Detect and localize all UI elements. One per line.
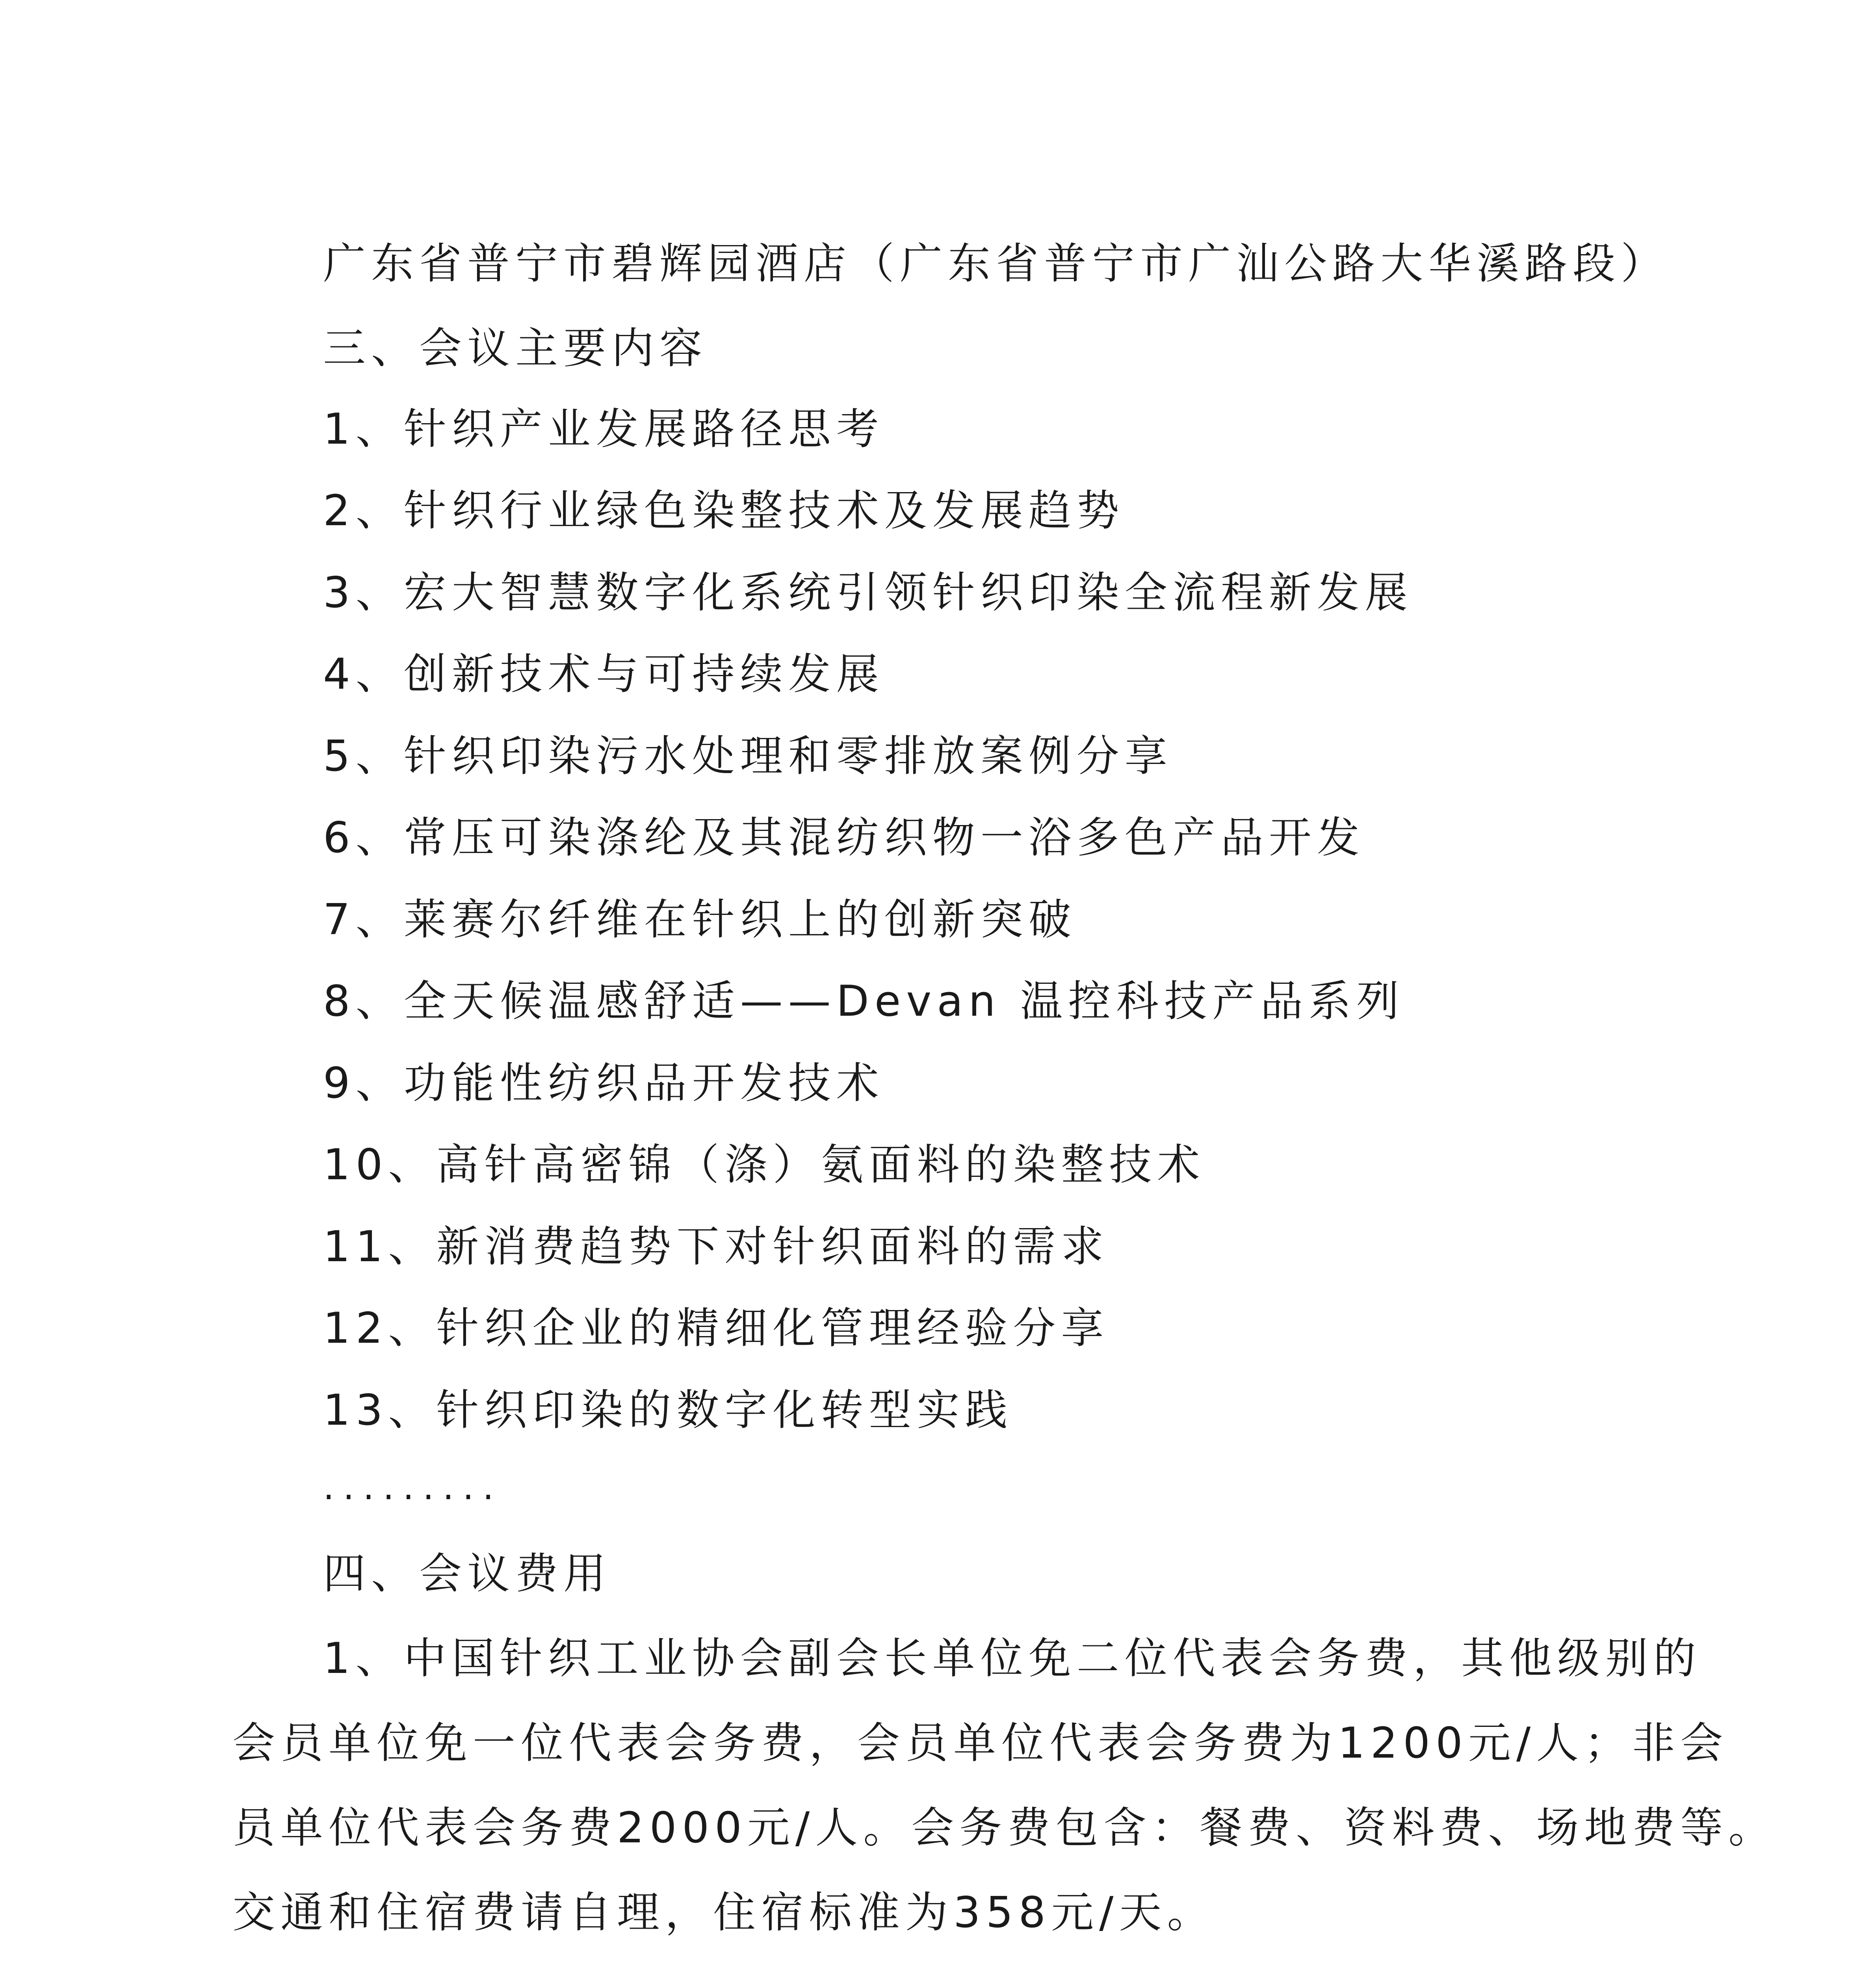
content-item: 13、针织印染的数字化转型实践 <box>323 1386 1013 1435</box>
content-item: 9、功能性纺织品开发技术 <box>323 1059 884 1108</box>
content-item: 7、莱赛尔纤维在针织上的创新突破 <box>323 895 1077 944</box>
section-3-heading: 三、会议主要内容 <box>323 324 708 373</box>
fee-paragraph-line: 会员单位免一位代表会务费，会员单位代表会务费为1200元/人；非会 <box>232 1719 1729 1768</box>
content-item: 11、新消费趋势下对针织面料的需求 <box>323 1222 1109 1271</box>
content-item: 4、创新技术与可持续发展 <box>323 650 884 699</box>
content-item: 8、全天候温感舒适——Devan 温控科技产品系列 <box>323 977 1405 1026</box>
content-item: 5、针织印染污水处理和零排放案例分享 <box>323 732 1173 781</box>
fee-paragraph-line: 交通和住宿费请自理，住宿标准为358元/天。 <box>232 1888 1215 1937</box>
ellipsis: ......... <box>323 1466 503 1508</box>
content-item: 1、针织产业发展路径思考 <box>323 405 884 454</box>
content-item: 12、针织企业的精细化管理经验分享 <box>323 1304 1109 1353</box>
venue-line: 广东省普宁市碧辉园酒店（广东省普宁市广汕公路大华溪路段） <box>323 239 1669 288</box>
content-item: 6、常压可染涤纶及其混纺织物一浴多色产品开发 <box>323 813 1365 862</box>
fee-paragraph-line: 员单位代表会务费2000元/人。会务费包含：餐费、资料费、场地费等。 <box>232 1803 1777 1853</box>
content-item: 2、针织行业绿色染整技术及发展趋势 <box>323 486 1125 535</box>
content-item: 3、宏大智慧数字化系统引领针织印染全流程新发展 <box>323 568 1413 617</box>
content-item: 10、高针高密锦（涤）氨面料的染整技术 <box>323 1140 1205 1189</box>
fee-paragraph-line: 1、中国针织工业协会副会长单位免二位代表会务费，其他级别的 <box>323 1634 1701 1683</box>
section-4-heading: 四、会议费用 <box>323 1549 612 1598</box>
